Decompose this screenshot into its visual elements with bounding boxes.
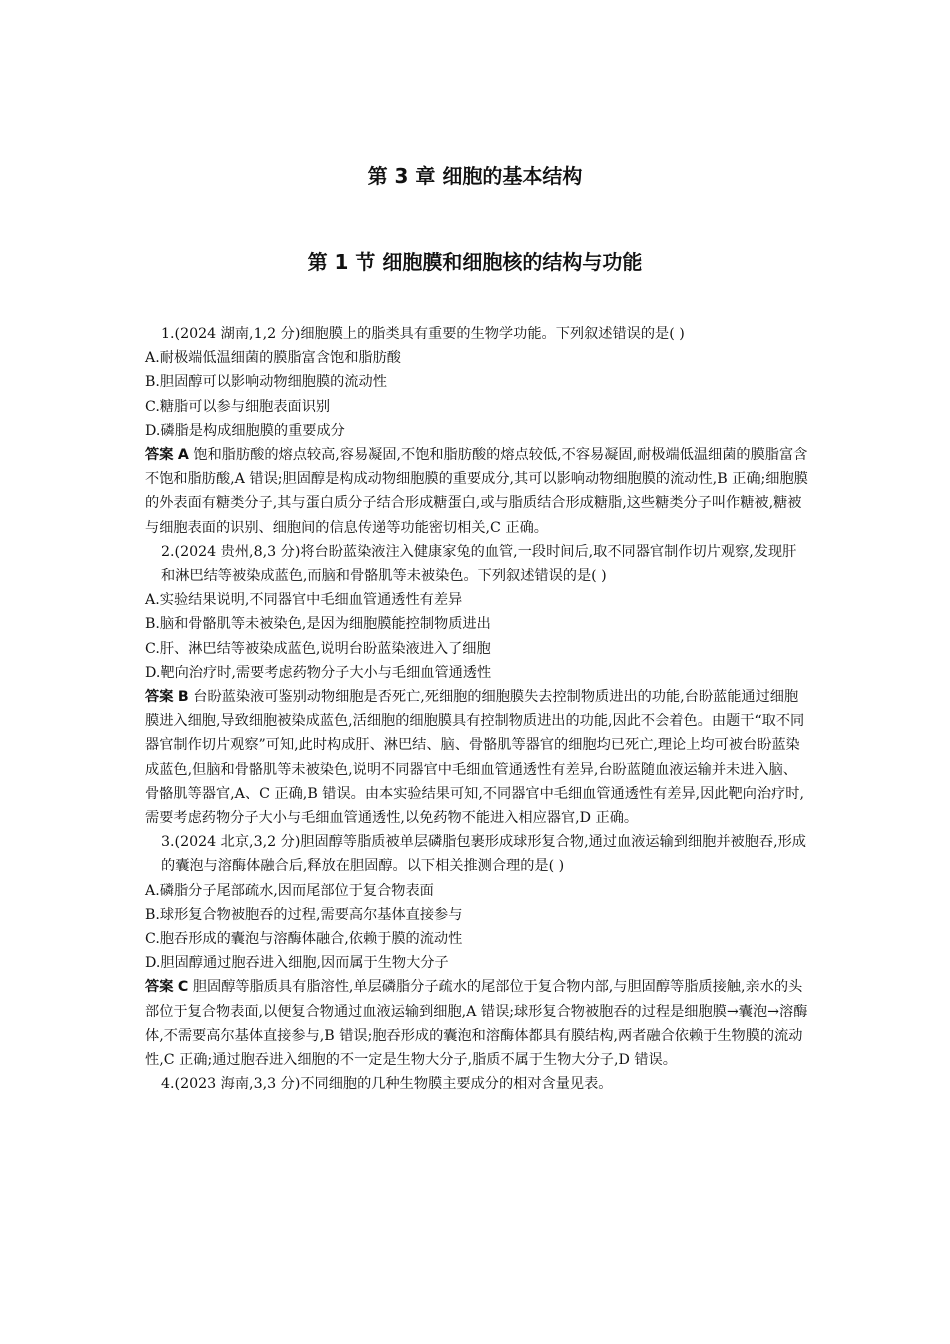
answer-block [145,685,809,830]
option-a: A.实验结果说明,不同器官中毛细血管通透性有差异 [145,592,463,609]
option-c: C.胞吞形成的囊泡与溶酶体融合,依赖于膜的流动性 [145,931,463,948]
answer-label: 答案 [145,979,174,996]
option-a: A.磷脂分子尾部疏水,因而尾部位于复合物表面 [145,882,434,899]
answer-explanation: 台盼蓝染液可鉴别动物细胞是否死亡,死细胞的细胞膜失去控制物质进出的功能,台盼蓝能通过细胞膜进入细胞,导致细胞被染成蓝色,活细胞的细胞膜具有控制物质进出的功能,因此不会着色。由题干“取不同器官制作切片观察”可知,此时构成肝、淋巴结、脑、骨骼肌等器官的细胞均已死亡,理论上均可被台盼蓝染成蓝色,但脑和骨骼肌等未被染色,说明不同器官中毛细血管通透性有差异,台盼蓝随血液运输并未进入脑、骨骼肌等器官,A、C 正确,B 错误。由本实验结果可知,不同器官中毛细血管通透性有差异,因此靶向治疗时,需要考虑药物分子大小与毛细血管通透性,以免药物不能进入相应器官,D 正确。 [145,689,805,827]
section-title: 第 1 节 细胞膜和细胞核的结构与功能 [307,250,643,274]
option-b: B.球形复合物被胞吞的过程,需要高尔基体直接参与 [145,906,463,923]
answer-letter: B [177,689,189,706]
question-stem: 4.(2023 海南,3,3 分)不同细胞的几种生物膜主要成分的相对含量见表。 [161,1076,613,1093]
question-stem: 2.(2024 贵州,8,3 分)将台盼蓝染液注入健康家兔的血管,一段时间后,取不同器官制作切片观察,发现肝和淋巴结等被染成蓝色,而脑和骨骼肌等未被染色。下列叙述错误的是( ) [161,543,797,585]
answer-label: 答案 [145,447,174,464]
answer-explanation: 饱和脂肪酸的熔点较高,容易凝固,不饱和脂肪酸的熔点较低,不容易凝固,耐极端低温细菌的膜脂富含不饱和脂肪酸,A 错误;胆固醇是构成动物细胞膜的重要成分,其可以影响动物细胞膜的流动性,B 正确;细胞膜的外表面有糖类分子,其与蛋白质分子结合形成糖蛋白,或与脂质结合形成糖脂,这些糖类分子叫作糖被,糖被与细胞表面的识别、细胞间的信息传递等功能密切相关,C 正确。 [145,447,808,536]
question-stem: 1.(2024 湖南,1,2 分)细胞膜上的脂类具有重要的生物学功能。下列叙述错误的是( ) [161,326,685,342]
option-b: B.胆固醇可以影响动物细胞膜的流动性 [145,374,387,391]
answer-block [145,443,809,540]
option-b: B.脑和骨骼肌等未被染色,是因为细胞膜能控制物质进出 [145,616,491,633]
option-c: C.肝、淋巴结等被染成蓝色,说明台盼蓝染液进入了细胞 [145,640,491,657]
answer-letter: A [177,447,189,464]
answer-label: 答案 [145,689,174,706]
option-c: C.糖脂可以参与细胞表面识别 [145,398,331,415]
question-stem: 3.(2024 北京,3,2 分)胆固醇等脂质被单层磷脂包裹形成球形复合物,通过血液运输到细胞并被胞吞,形成的囊泡与溶酶体融合后,释放在胆固醇。以下相关推测合理的是( ) [161,834,806,875]
answer-letter: C [177,979,189,996]
option-d: D.磷脂是构成细胞膜的重要成分 [145,422,345,439]
answer-block [145,975,809,1072]
option-d: D.靶向治疗时,需要考虑药物分子大小与毛细血管通透性 [145,664,492,681]
option-d: D.胆固醇通过胞吞进入细胞,因而属于生物大分子 [145,955,449,972]
option-a: A.耐极端低温细菌的膜脂富含饱和脂肪酸 [145,350,401,367]
answer-explanation: 胆固醇等脂质具有脂溶性,单层磷脂分子疏水的尾部位于复合物内部,与胆固醇等脂质接触,亲水的头部位于复合物表面,以便复合物通过血液运输到细胞,A 错误;球形复合物被胞吞的过程是细胞膜→囊泡→溶酶体,不需要高尔基体直接参与,B 错误;胞吞形成的囊泡和溶酶体都具有膜结构,两者融合依赖于生物膜的流动性,C 正确;通过胞吞进入细胞的不一定是生物大分子,脂质不属于生物大分子,D 错误。 [145,979,808,1069]
question-list [145,322,809,1097]
chapter-title: 第 3 章 细胞的基本结构 [367,164,583,188]
